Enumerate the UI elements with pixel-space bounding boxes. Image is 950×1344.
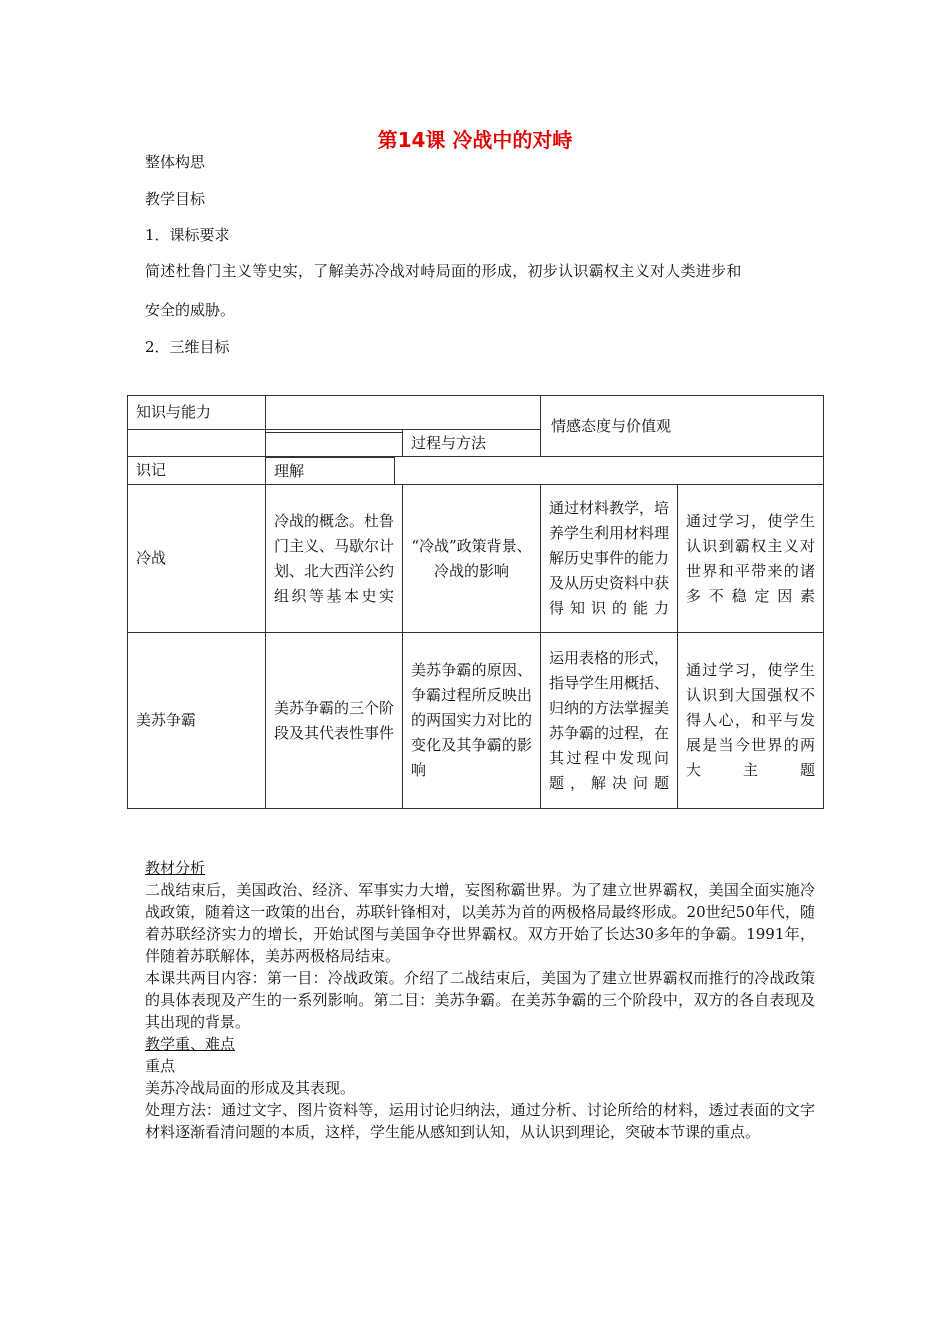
row-process: 美苏争霸的原因、争霸过程所反映出的两国实力对比的变化及其争霸的影响	[403, 633, 541, 809]
row-process: “冷战”政策背景、冷战的影响	[403, 485, 541, 633]
teaching-goals-heading: 教学目标	[145, 190, 206, 208]
empty-cell	[128, 430, 266, 457]
key-points-heading: 教学重、难点	[145, 1035, 236, 1053]
table-row	[128, 396, 824, 430]
standard-text-line-1: 简述杜鲁门主义等史实，了解美苏冷战对峙局面的形成，初步认识霸权主义对人类进步和	[145, 262, 742, 280]
knowledge-ability-header: 知识与能力	[128, 396, 266, 430]
process-method-header: 过程与方法	[403, 430, 541, 457]
analysis-paragraph-1: 二战结束后，美国政治、经济、军事实力大增，妄图称霸世界。为了建立世界霸权，美国全面实施冷战政策，随着这一政策的出台，苏联针锋相对，以美苏为首的两极格局最终形成。20世纪50年代，随着苏联经济实力的增长，开始试图与美国争夺世界霸权。双方开始了长达30多年的争霸。1991年，伴随着苏联解体，美苏两极格局结束。	[145, 881, 815, 965]
table-row	[128, 633, 824, 809]
table-row	[128, 457, 824, 485]
standard-text-line-2: 安全的威胁。	[145, 301, 236, 319]
empty-cell	[266, 433, 403, 457]
analysis-paragraph-2: 本课共两目内容：第一目：冷战政策。介绍了二战结束后，美国为了建立世界霸权而推行的冷战政策的具体表现及产生的一系列影响。第二目：美苏争霸。在美苏争霸的三个阶段中，双方的各自表现及其出现的背景。	[145, 969, 815, 1031]
row-understand: 冷战的概念。杜鲁门主义、马歇尔计划、北大西洋公约组织等基本史实	[266, 485, 403, 633]
analysis-section	[145, 857, 815, 1143]
overall-concept-heading: 整体构思	[145, 153, 206, 171]
handling-method-text: 处理方法：通过文字、图片资料等，运用讨论归纳法，通过分析、讨论所给的材料，透过表面的文字材料逐渐看清问题的本质，这样，学生能从感知到认知，从认识到理论，突破本节课的重点。	[145, 1101, 815, 1141]
emotion-values-header: 情感态度与价值观	[541, 396, 824, 457]
recall-header: 识记	[128, 457, 266, 485]
understand-header: 理解	[266, 457, 395, 484]
three-dim-heading: 2．三维目标	[145, 338, 230, 356]
row-method: 通过材料教学，培养学生利用材料理解历史事件的能力及从历史资料中获得知识的能力	[541, 485, 678, 633]
row-topic: 美苏争霸	[128, 633, 266, 809]
row-values: 通过学习，使学生认识到霸权主义对世界和平带来的诸多不稳定因素	[678, 485, 824, 633]
table-row	[128, 485, 824, 633]
row-values: 通过学习，使学生认识到大国强权不得人心，和平与发展是当今世界的两大主题	[678, 633, 824, 809]
row-understand: 美苏争霸的三个阶段及其代表性事件	[266, 633, 403, 809]
row-method: 运用表格的形式，指导学生用概括、归纳的方法掌握美苏争霸的过程，在其过程中发现问题，解决问题	[541, 633, 678, 809]
lesson-title: 第14课 冷战中的对峙	[377, 128, 573, 152]
analysis-heading: 教材分析	[145, 859, 206, 877]
zhongdian-label: 重点	[145, 1057, 176, 1075]
standard-heading: 1．课标要求	[145, 226, 230, 244]
key-point-text: 美苏冷战局面的形成及其表现。	[145, 1079, 356, 1097]
row-topic: 冷战	[128, 485, 266, 633]
understand-row	[266, 457, 824, 485]
empty-header-cell	[266, 396, 541, 430]
goals-table	[127, 395, 824, 809]
